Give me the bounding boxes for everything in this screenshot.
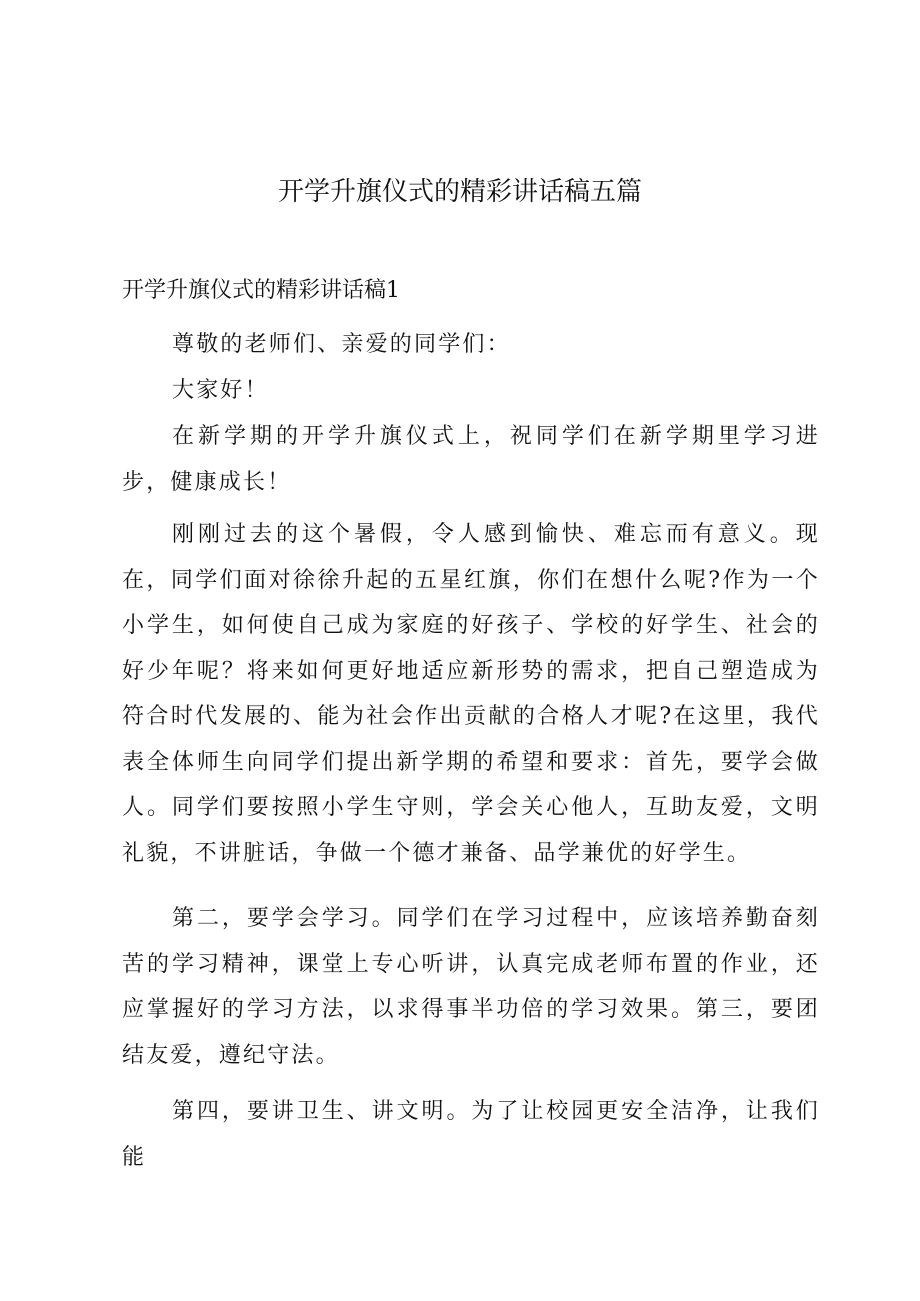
second-point-paragraph: 第二，要学会学习。同学们在学习过程中，应该培养勤奋刻苦的学习精神，课堂上专心听讲，认真完成老师布置的作业，还应掌握好的学习方法，以求得事半功倍的学习效果。第三，要团结友爱，遵纪守法。 [122,906,820,1068]
section-heading: 开学升旗仪式的精彩讲话稿1 [122,278,400,303]
document-title: 开学升旗仪式的精彩讲话稿五篇 [277,177,642,207]
fourth-point-paragraph: 第四，要讲卫生、讲文明。为了让校园更安全洁净，让我们能 [122,1099,820,1170]
intro-paragraph: 刚刚过去的这个暑假，令人感到愉快、难忘而有意义。现在，同学们面对徐徐升起的五星红旗，你们在想什么呢?作为一个小学生，如何使自己成为家庭的好孩子、学校的好学生、社会的好少年呢？将来如何更好地适应新形势的需求，把自己塑造成为符合时代发展的、能为社会作出贡献的合格人才呢?在这里，我代表全体师生向同学们提出新学期的希望和要求：首先，要学会做人。同学们要按照小学生守则，学会关心他人，互助友爱，文明礼貌，不讲脏话，争做一个德才兼备、品学兼优的好学生。 [122,522,820,866]
wish-paragraph: 在新学期的开学升旗仪式上，祝同学们在新学期里学习进步，健康成长！ [122,424,820,495]
greeting-paragraph: 大家好！ [172,378,269,403]
salutation-paragraph: 尊敬的老师们、亲爱的同学们： [172,332,511,357]
